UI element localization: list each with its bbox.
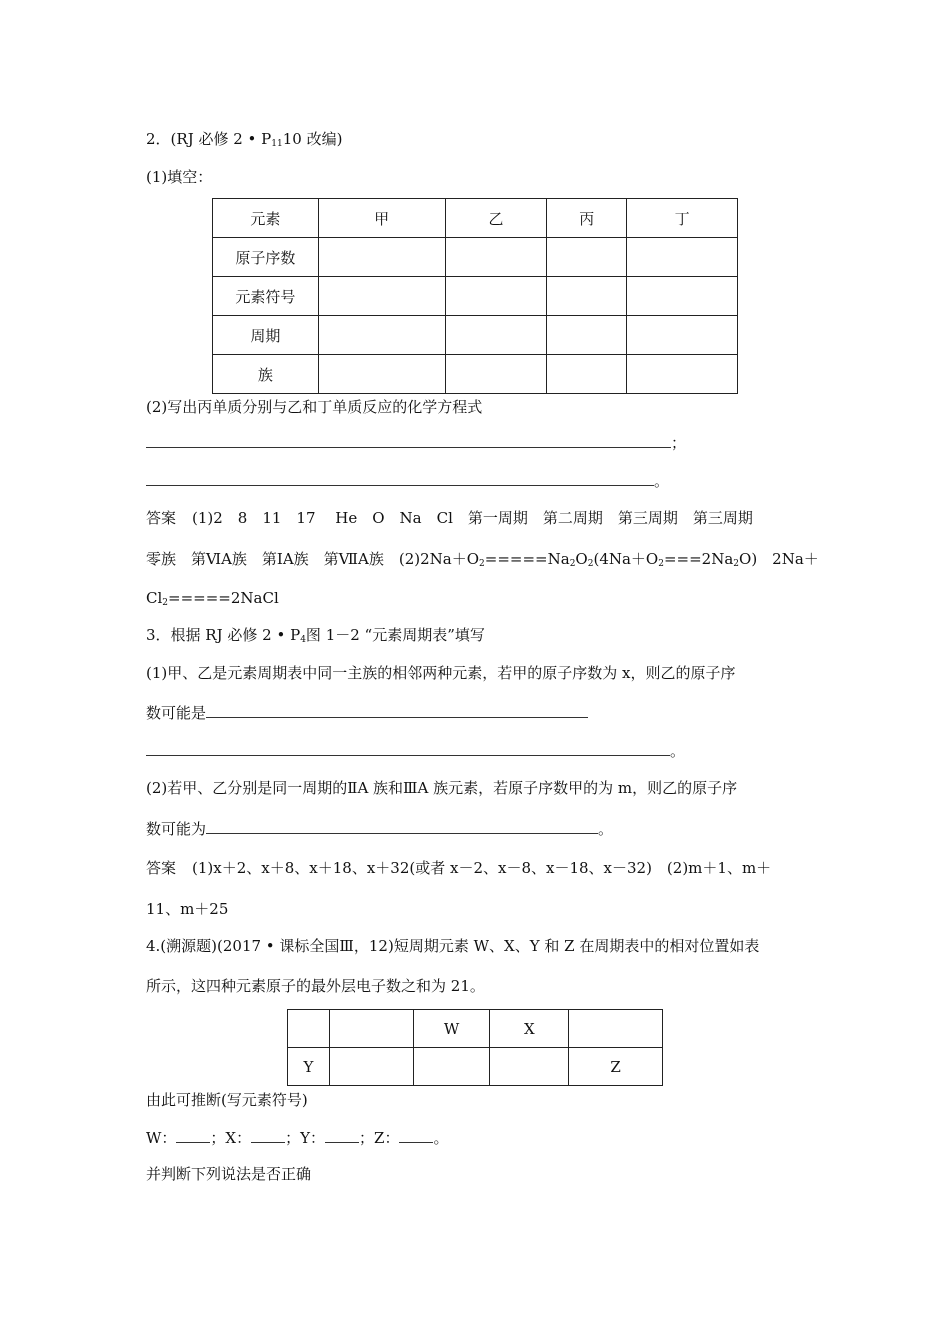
row-label: 周期: [213, 316, 319, 355]
q2-answer-line-3: $Cl_2=====2NaCl$: [146, 589, 279, 608]
answer-blank[interactable]: [146, 484, 654, 486]
answer-cell[interactable]: [318, 316, 445, 355]
q3-part2-line-2: 数可能为 。: [146, 820, 614, 838]
answer-blank[interactable]: [206, 832, 598, 834]
table-header-cell: 乙: [445, 199, 547, 238]
q2-heading: 2．(RJ 必修 2 • $P_{11}10$ 改编): [146, 130, 343, 149]
table-cell: [329, 1010, 413, 1048]
table-cell: [413, 1048, 490, 1086]
table-header-cell: 甲: [318, 199, 445, 238]
table-row: [213, 355, 738, 394]
q2-part2: (2)写出丙单质分别与乙和丁单质反应的化学方程式: [146, 398, 483, 416]
answer-blank[interactable]: [206, 716, 588, 718]
q4-judge: 并判断下列说法是否正确: [146, 1165, 312, 1183]
periodic-position-table: [287, 1009, 663, 1086]
table-row: [288, 1048, 663, 1086]
q4-line-1: 4.(溯源题)(2017 • 课标全国Ⅲ，12)短周期元素 W、X、Y 和 Z 在周期表中的相对位置如表: [146, 937, 760, 955]
answer-cell[interactable]: [627, 277, 738, 316]
q3-heading: 3．根据 RJ 必修 2 • $P_4$图 1－2 “元素周期表”填写: [146, 626, 485, 645]
answer-cell[interactable]: [547, 316, 627, 355]
row-label: 元素符号: [213, 277, 319, 316]
table-header-cell: 丁: [627, 199, 738, 238]
q3-answer-line-1: 答案 (1)x＋2、x＋8、x＋18、x＋32(或者 x－2、x－8、x－18、x－32) (2)m＋1、m＋: [146, 859, 772, 877]
answer-cell[interactable]: [627, 316, 738, 355]
answer-cell[interactable]: [445, 316, 547, 355]
q2-answer-line-2: 零族 第ⅥA族 第ⅠA族 第ⅦA族 $(2)2Na+O_2=====Na_2O_2(4Na+O_2===2Na_2O)$ 2Na＋: [146, 550, 819, 569]
answer-blank[interactable]: [251, 1141, 285, 1143]
answer-cell[interactable]: [627, 238, 738, 277]
answer-blank[interactable]: [146, 446, 671, 448]
answer-cell[interactable]: [318, 277, 445, 316]
answer-blank[interactable]: [399, 1141, 433, 1143]
q4-infer: 由此可推断(写元素符号): [146, 1091, 308, 1109]
answer-cell[interactable]: [318, 355, 445, 394]
q2-answer-line-1: 答案 (1)2 8 11 17 He O Na Cl 第一周期 第二周期 第三周期 第三周期: [146, 509, 753, 527]
table-cell: Y: [288, 1048, 330, 1086]
answer-cell[interactable]: [445, 355, 547, 394]
q3-part2-line-1: (2)若甲、乙分别是同一周期的ⅡA 族和ⅢA 族元素，若原子序数甲的为 m，则乙的原子序: [146, 779, 738, 797]
answer-cell[interactable]: [445, 277, 547, 316]
q2-blank-line-1: ；: [146, 432, 686, 453]
row-label: 原子序数: [213, 238, 319, 277]
q4-line-2: 所示，这四种元素原子的最外层电子数之和为 21。: [146, 977, 485, 995]
table-row: [213, 199, 738, 238]
q3-part1-line-2: 数可能是: [146, 702, 588, 723]
answer-blank[interactable]: [146, 754, 670, 756]
table-row: [213, 277, 738, 316]
answer-label: 答案: [146, 859, 177, 877]
answer-cell[interactable]: [547, 355, 627, 394]
table-header-cell: 元素: [213, 199, 319, 238]
answer-label: 答案: [146, 509, 177, 527]
table-cell: [569, 1010, 663, 1048]
table-cell: X: [490, 1010, 569, 1048]
table-row: [288, 1010, 663, 1048]
answer-cell[interactable]: [547, 277, 627, 316]
row-label: 族: [213, 355, 319, 394]
answer-blank[interactable]: [176, 1141, 210, 1143]
table-row: [213, 238, 738, 277]
table-row: [213, 316, 738, 355]
q2-part1: (1)填空：: [146, 168, 213, 186]
answer-cell[interactable]: [445, 238, 547, 277]
q3-part1-line-3: 。: [146, 740, 685, 761]
table-cell: [329, 1048, 413, 1086]
table-cell: [288, 1010, 330, 1048]
element-fill-table: [212, 198, 738, 394]
q2-blank-line-2: 。: [146, 470, 669, 491]
answer-cell[interactable]: [627, 355, 738, 394]
table-header-cell: 丙: [547, 199, 627, 238]
q4-fill-line: W： ；X： ；Y： ；Z： 。: [146, 1129, 449, 1147]
q3-part1-line-1: (1)甲、乙是元素周期表中同一主族的相邻两种元素，若甲的原子序数为 x，则乙的原子序: [146, 664, 736, 682]
q3-answer-line-2: 11、m＋25: [146, 900, 229, 918]
answer-cell[interactable]: [318, 238, 445, 277]
answer-cell[interactable]: [547, 238, 627, 277]
table-cell: [490, 1048, 569, 1086]
table-cell: W: [413, 1010, 490, 1048]
table-cell: Z: [569, 1048, 663, 1086]
answer-blank[interactable]: [325, 1141, 359, 1143]
